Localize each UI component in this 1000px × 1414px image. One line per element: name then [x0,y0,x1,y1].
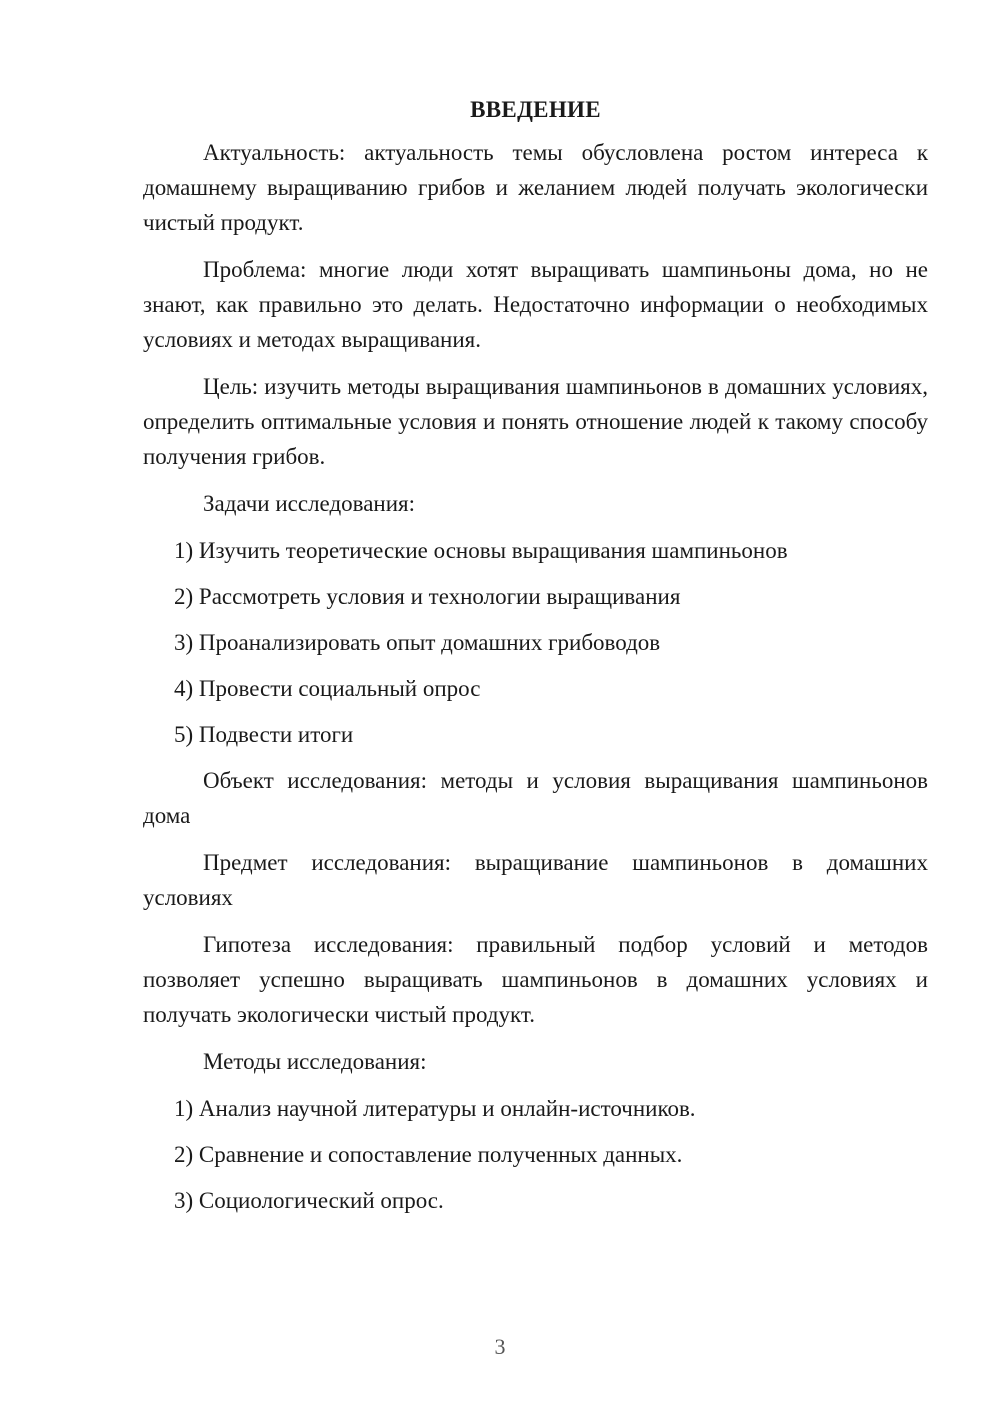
methods-heading: Методы исследования: [203,1049,427,1074]
method-item: 3) Социологический опрос. [174,1188,444,1213]
page-number: 3 [494,1334,506,1359]
task-item: 5) Подвести итоги [174,722,354,747]
section-title: ВВЕДЕНИЕ [470,97,601,122]
goal-paragraph: Цель: изучить методы выращивания шампиньонов в домашних условиях, определить оптимальные условия и понять отношение людей к такому способу получения грибов. [143,374,928,469]
problem-paragraph: Проблема: многие люди хотят выращивать шампиньоны дома, но не знают, как правильно это делать. Недостаточно информации о необходимых условиях и методах выращивания. [143,257,928,352]
methods-list [143,1091,928,1218]
method-item: 2) Сравнение и сопоставление полученных данных. [174,1142,683,1167]
task-item: 4) Провести социальный опрос [174,676,481,701]
method-item: 1) Анализ научной литературы и онлайн-источников. [174,1096,696,1121]
subject-paragraph: Предмет исследования: выращивание шампиньонов в домашних условиях [143,850,928,910]
page-content [143,93,928,1229]
task-item: 1) Изучить теоретические основы выращивания шампиньонов [174,538,788,563]
hypothesis-paragraph: Гипотеза исследования: правильный подбор условий и методов позволяет успешно выращивать шампиньонов в домашних условиях и получать экологически чистый продукт. [143,932,928,1027]
tasks-list [143,533,928,752]
relevance-paragraph: Актуальность: актуальность темы обусловлена ростом интереса к домашнему выращиванию грибов и желанием людей получать экологически чистый продукт. [143,140,928,235]
task-item: 2) Рассмотреть условия и технологии выращивания [174,584,681,609]
task-item: 3) Проанализировать опыт домашних грибоводов [174,630,661,655]
object-paragraph: Объект исследования: методы и условия выращивания шампиньонов дома [143,768,928,828]
tasks-heading: Задачи исследования: [203,491,416,516]
